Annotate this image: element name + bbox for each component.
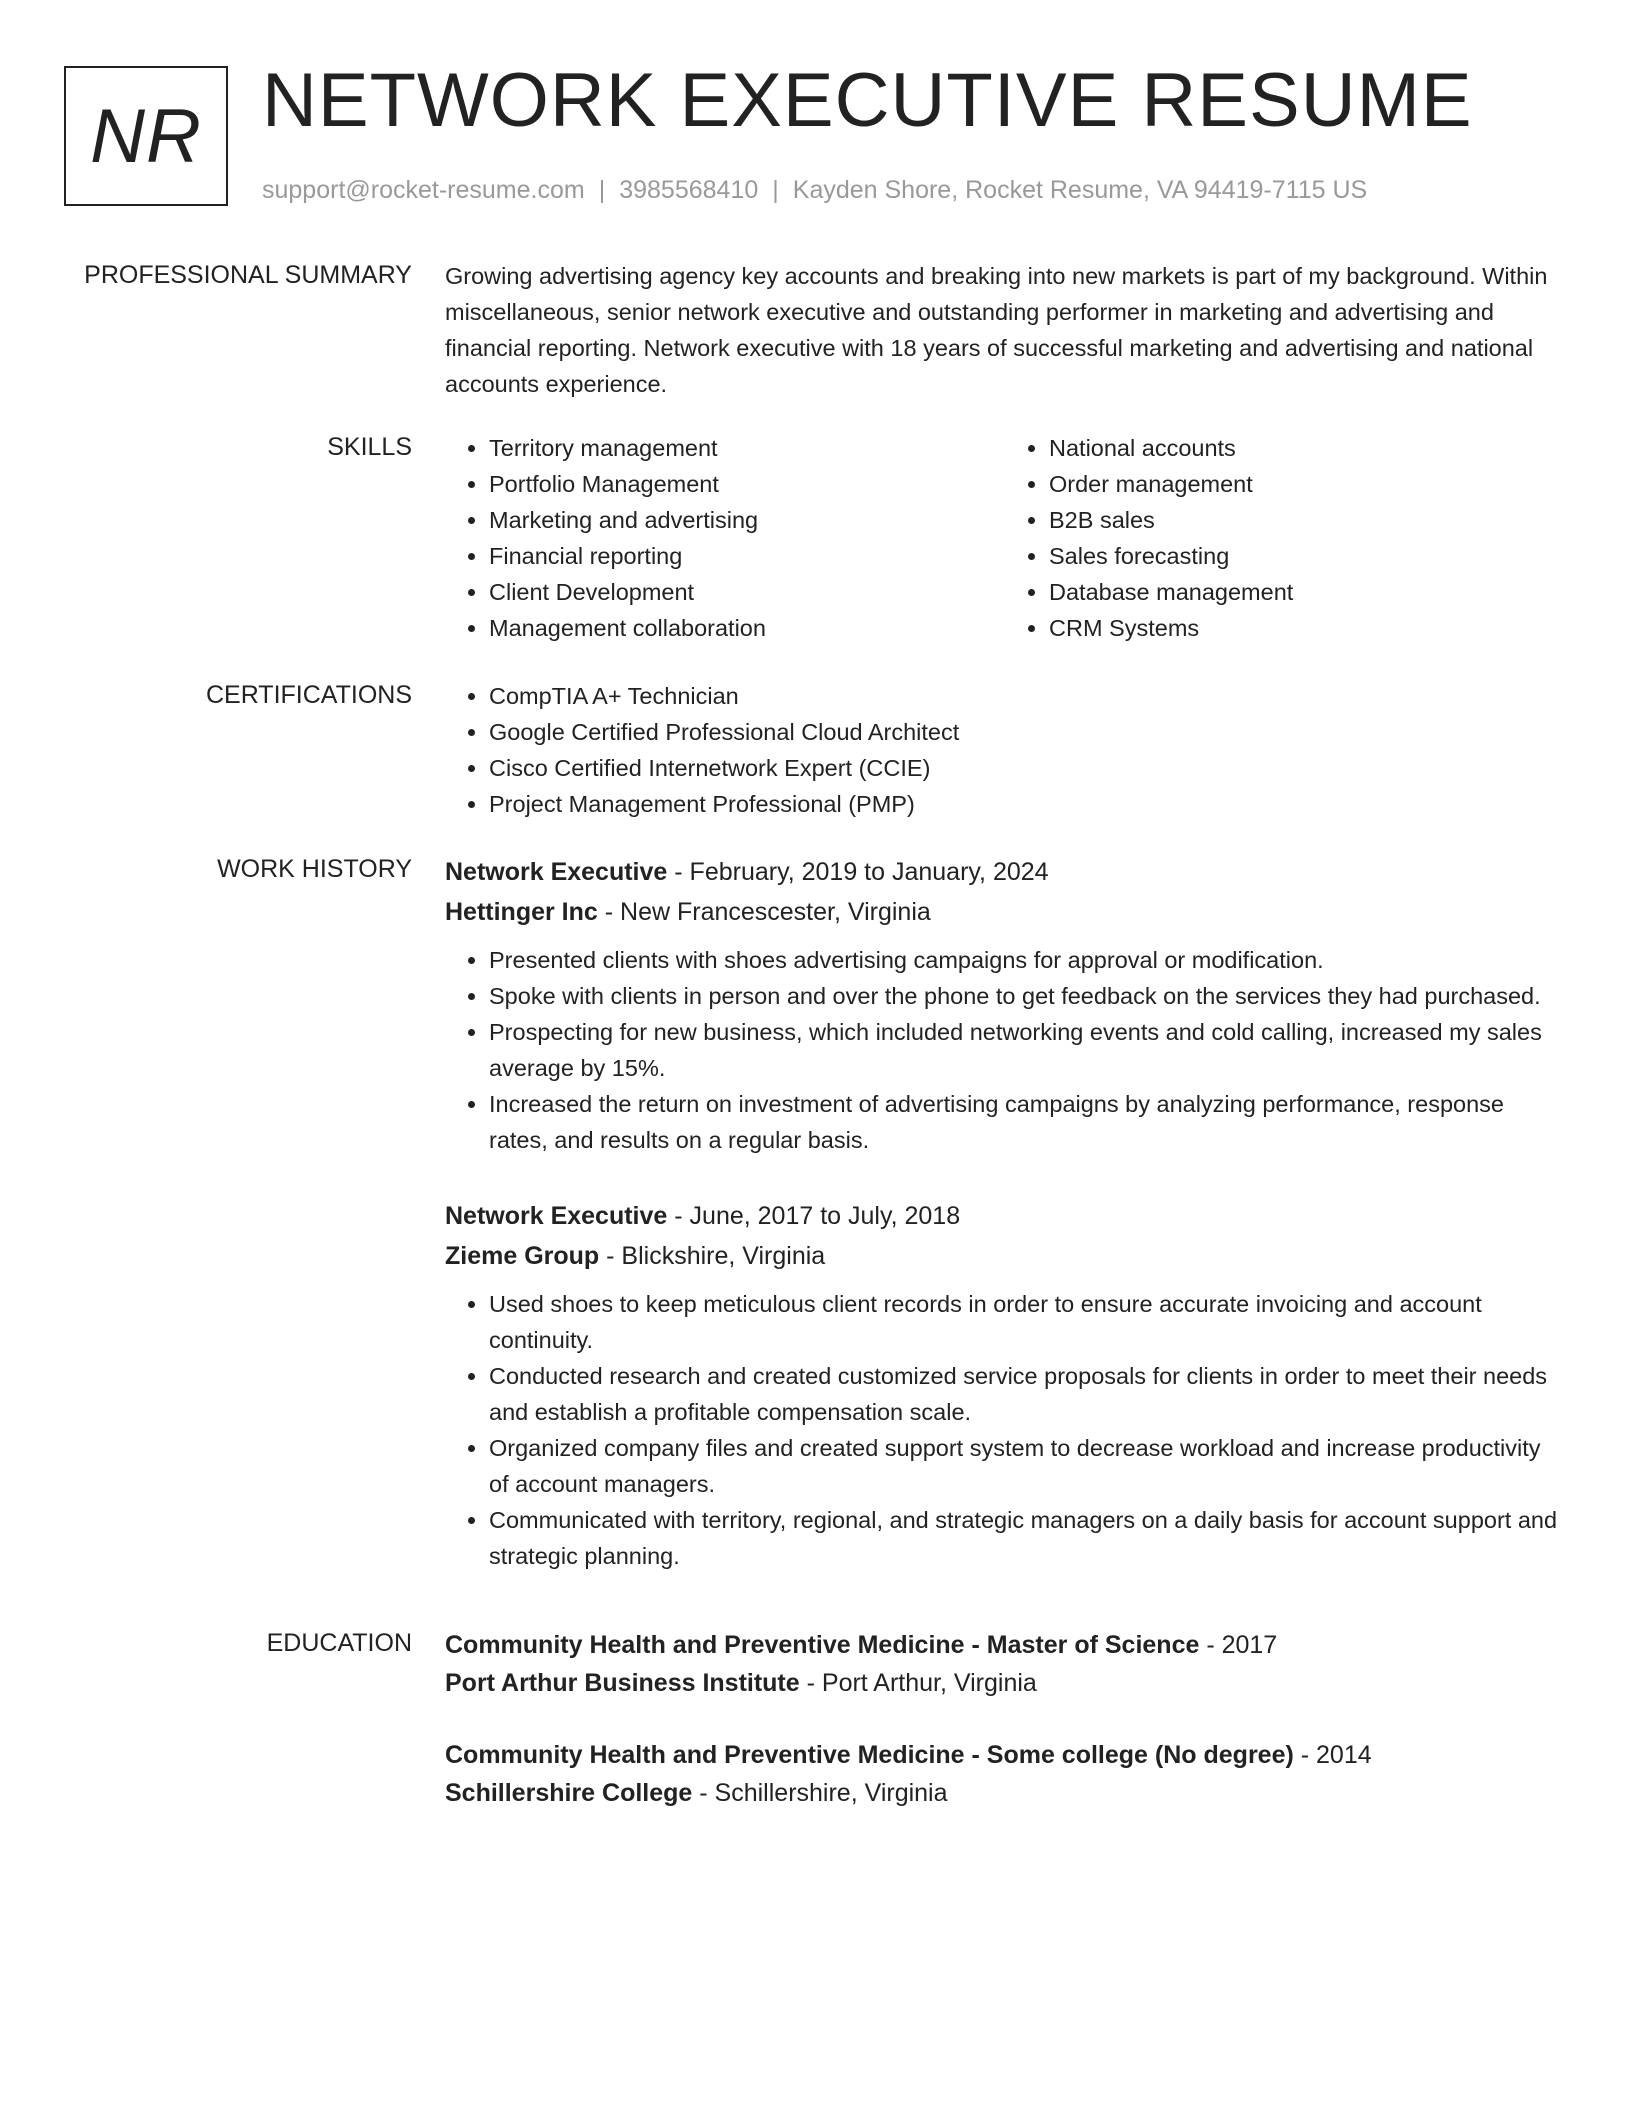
skills-heading: SKILLS xyxy=(327,433,412,461)
job-title-line xyxy=(445,852,1565,892)
job-location: - Blickshire, Virginia xyxy=(599,1242,826,1270)
summary-heading: PROFESSIONAL SUMMARY xyxy=(84,261,412,289)
education-school-line xyxy=(445,1664,1565,1702)
skill-item: • Management collaboration xyxy=(489,610,1005,646)
job-company: Hettinger Inc xyxy=(445,898,598,926)
certifications-list xyxy=(445,678,1565,822)
education-year: - 2017 xyxy=(1199,1631,1278,1659)
job-entry xyxy=(445,852,1565,1158)
certification-item: • Cisco Certified Internetwork Expert (CCIE) xyxy=(489,750,1565,786)
job-bullet: • Organized company files and created support system to decrease workload and increase productivity of account managers. xyxy=(489,1430,1565,1502)
contact-email: support@rocket-resume.com xyxy=(262,176,585,204)
monogram-logo: NR xyxy=(64,66,228,206)
skill-item: • Portfolio Management xyxy=(489,466,1005,502)
education-school: Schillershire College xyxy=(445,1779,693,1807)
work-heading: WORK HISTORY xyxy=(217,855,412,883)
job-company-line xyxy=(445,892,1565,932)
skill-item: • Client Development xyxy=(489,574,1005,610)
education-body xyxy=(445,1626,1565,1846)
job-title: Network Executive xyxy=(445,858,668,886)
job-location: - New Francescester, Virginia xyxy=(597,898,931,926)
education-entry xyxy=(445,1736,1565,1812)
education-heading: EDUCATION xyxy=(266,1629,412,1657)
job-bullet: • Communicated with territory, regional, and strategic managers on a daily basis for account support and strategic planning. xyxy=(489,1502,1565,1574)
job-company-line xyxy=(445,1236,1565,1276)
education-location: - Port Arthur, Virginia xyxy=(799,1669,1037,1697)
resume-title: NETWORK EXECUTIVE RESUME xyxy=(262,58,1473,143)
skill-item: • Database management xyxy=(1049,574,1565,610)
job-bullet: • Used shoes to keep meticulous client records in order to ensure accurate invoicing and account continuity. xyxy=(489,1286,1565,1358)
job-bullet: • Prospecting for new business, which included networking events and cold calling, increased my sales average by 15%. xyxy=(489,1014,1565,1086)
job-bullet: • Increased the return on investment of advertising campaigns by analyzing performance, response rates, and results on a regular basis. xyxy=(489,1086,1565,1158)
skill-item: • CRM Systems xyxy=(1049,610,1565,646)
skills-list-left xyxy=(445,430,1005,646)
job-bullets xyxy=(445,1286,1565,1574)
job-company: Zieme Group xyxy=(445,1242,600,1270)
skill-item: • Sales forecasting xyxy=(1049,538,1565,574)
certifications-heading: CERTIFICATIONS xyxy=(205,681,412,709)
certifications-body xyxy=(445,678,1565,822)
job-bullet: • Spoke with clients in person and over the phone to get feedback on the services they had purchased. xyxy=(489,978,1565,1014)
job-bullet: • Conducted research and created customized service proposals for clients in order to meet their needs and establish a profitable compensation scale. xyxy=(489,1358,1565,1430)
education-school: Port Arthur Business Institute xyxy=(445,1669,800,1697)
summary-text: Growing advertising agency key accounts and breaking into new markets is part of my background. Within miscellaneous, senior network executive and outstanding performer in marketing and advertising and financial reporting. Network executive with 18 years of successful marketing and advertising and national accounts experience. xyxy=(445,263,1548,397)
skills-list-right xyxy=(1005,430,1565,646)
contact-separator: | xyxy=(772,176,779,204)
skill-item: • Marketing and advertising xyxy=(489,502,1005,538)
certification-item: • Project Management Professional (PMP) xyxy=(489,786,1565,822)
job-entry xyxy=(445,1196,1565,1574)
education-degree-line xyxy=(445,1736,1565,1774)
job-bullets xyxy=(445,942,1565,1158)
skills-body xyxy=(445,430,1565,646)
job-bullet: • Presented clients with shoes advertising campaigns for approval or modification. xyxy=(489,942,1565,978)
summary-body xyxy=(445,258,1565,402)
contact-phone: 3985568410 xyxy=(619,176,759,204)
education-degree-line xyxy=(445,1626,1565,1664)
job-dates: - June, 2017 to July, 2018 xyxy=(667,1202,961,1230)
contact-address: Kayden Shore, Rocket Resume, VA 94419-7115 US xyxy=(792,176,1368,204)
education-school-line xyxy=(445,1774,1565,1812)
contact-line xyxy=(262,174,1367,206)
skill-item: • National accounts xyxy=(1049,430,1565,466)
skill-item: • Order management xyxy=(1049,466,1565,502)
job-title-line xyxy=(445,1196,1565,1236)
education-degree: Community Health and Preventive Medicine - Some college (No degree) xyxy=(445,1741,1294,1769)
work-body xyxy=(445,852,1565,1612)
education-year: - 2014 xyxy=(1293,1741,1372,1769)
job-title: Network Executive xyxy=(445,1202,668,1230)
education-entry xyxy=(445,1626,1565,1702)
certification-item: • CompTIA A+ Technician xyxy=(489,678,1565,714)
education-location: - Schillershire, Virginia xyxy=(692,1779,948,1807)
education-degree: Community Health and Preventive Medicine - Master of Science xyxy=(445,1631,1200,1659)
certification-item: • Google Certified Professional Cloud Architect xyxy=(489,714,1565,750)
skill-item: • B2B sales xyxy=(1049,502,1565,538)
contact-separator: | xyxy=(598,176,606,204)
job-dates: - February, 2019 to January, 2024 xyxy=(667,858,1049,886)
skill-item: • Territory management xyxy=(489,430,1005,466)
skill-item: • Financial reporting xyxy=(489,538,1005,574)
